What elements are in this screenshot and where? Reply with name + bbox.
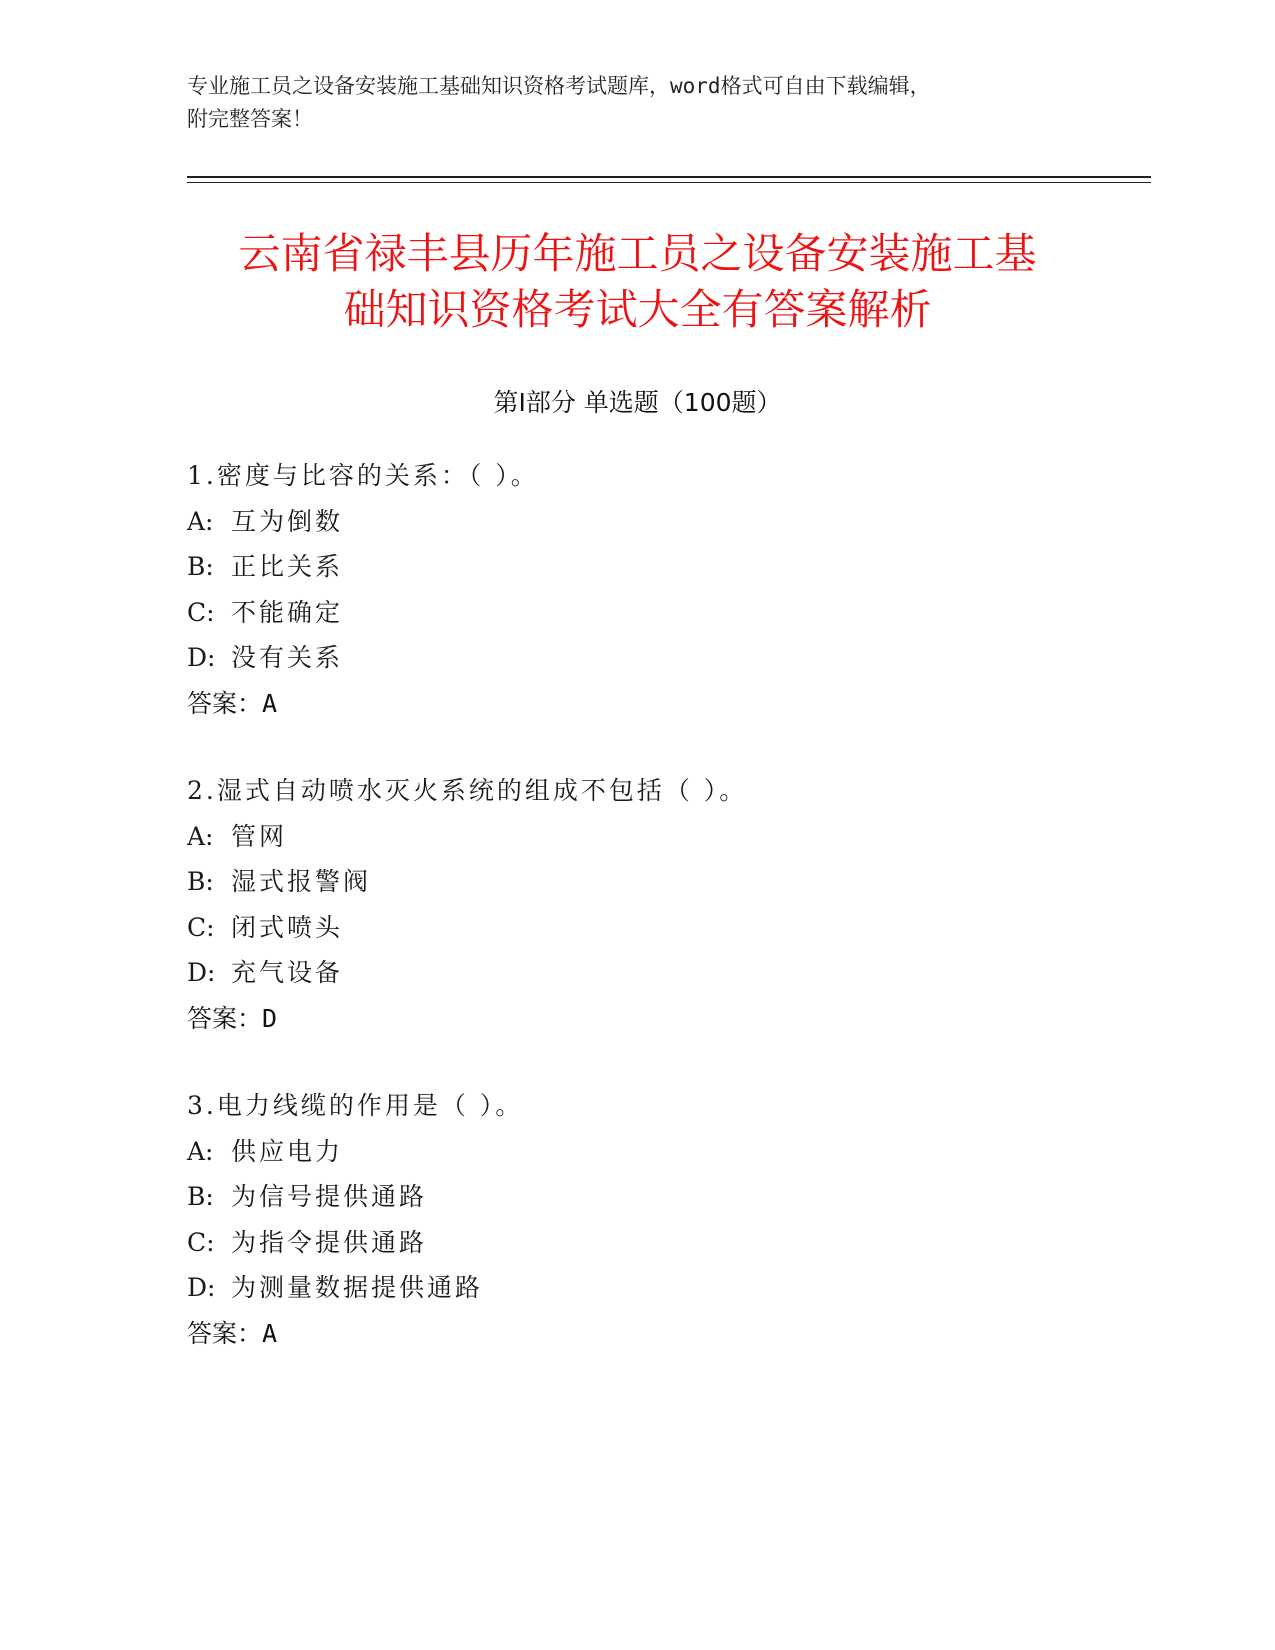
option-b	[187, 1174, 1147, 1220]
option-text: 充气设备	[231, 958, 344, 987]
section-heading: 第Ⅰ部分 单选题（100题）	[493, 388, 782, 417]
option-text: 没有关系	[231, 643, 344, 672]
option-text: 管网	[231, 821, 288, 851]
option-text: 闭式喷头	[231, 912, 344, 942]
question-stem-text: 湿式自动喷水灭火系统的组成不包括（ ）。	[216, 776, 748, 805]
option-c	[187, 905, 1147, 951]
option-text: 为信号提供通路	[231, 1182, 428, 1211]
answer-label: 答案：	[187, 1003, 263, 1033]
header-divider-thick	[187, 176, 1151, 178]
option-c	[187, 1220, 1147, 1266]
option-letter: B:	[187, 867, 214, 896]
answer-value: A	[262, 1318, 278, 1348]
option-a	[187, 814, 1147, 860]
option-text: 供应电力	[231, 1136, 344, 1166]
option-d	[187, 950, 1147, 996]
question-stem	[187, 453, 1147, 499]
document-title	[120, 226, 1155, 338]
option-letter: A:	[187, 821, 214, 851]
document-title-line-1: 云南省禄丰县历年施工员之设备安装施工基	[238, 229, 1037, 278]
question-stem-text: 电力线缆的作用是（ ）。	[216, 1091, 524, 1120]
question-3	[187, 1083, 1147, 1356]
option-letter: C:	[187, 1227, 215, 1257]
answer-value: D	[262, 1003, 278, 1033]
question-2	[187, 768, 1147, 1041]
question-stem-text: 密度与比容的关系：（ ）。	[216, 461, 539, 490]
header-note-line-1: 专业施工员之设备安装施工基础知识资格考试题库，word格式可自由下载编辑，	[187, 74, 931, 98]
option-a	[187, 499, 1147, 545]
question-number: 3.	[187, 1091, 217, 1120]
option-letter: C:	[187, 597, 215, 627]
option-text: 互为倒数	[231, 506, 344, 536]
answer-label: 答案：	[187, 688, 263, 718]
answer	[187, 996, 1147, 1042]
question-number: 1.	[187, 461, 217, 490]
option-d	[187, 635, 1147, 681]
header-note	[187, 70, 1067, 136]
question-stem	[187, 768, 1147, 814]
question-1	[187, 453, 1147, 726]
option-text: 正比关系	[231, 552, 344, 581]
option-letter: D:	[187, 958, 216, 987]
option-c	[187, 590, 1147, 636]
option-text: 为测量数据提供通路	[231, 1273, 484, 1302]
question-number: 2.	[187, 776, 217, 805]
option-letter: C:	[187, 912, 215, 942]
document-title-line-2: 础知识资格考试大全有答案解析	[343, 285, 932, 334]
answer	[187, 1311, 1147, 1357]
answer-label: 答案：	[187, 1318, 263, 1348]
option-letter: B:	[187, 1182, 214, 1211]
option-letter: A:	[187, 506, 214, 536]
option-text: 湿式报警阀	[231, 867, 372, 896]
option-letter: D:	[187, 643, 216, 672]
option-text: 为指令提供通路	[231, 1227, 428, 1257]
header-divider-thin	[187, 182, 1151, 183]
question-stem	[187, 1083, 1147, 1129]
option-text: 不能确定	[231, 597, 344, 627]
header-note-line-2: 附完整答案！	[187, 107, 313, 131]
option-a	[187, 1129, 1147, 1175]
answer	[187, 681, 1147, 727]
option-b	[187, 544, 1147, 590]
answer-value: A	[262, 688, 278, 718]
option-b	[187, 859, 1147, 905]
option-letter: A:	[187, 1136, 214, 1166]
option-letter: B:	[187, 552, 214, 581]
option-letter: D:	[187, 1273, 216, 1302]
option-d	[187, 1265, 1147, 1311]
